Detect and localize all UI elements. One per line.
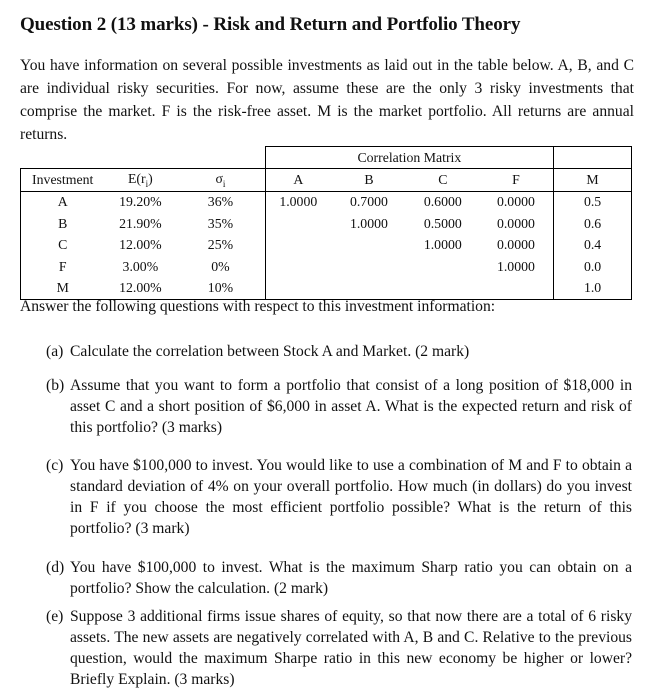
cell-investment: C (21, 235, 105, 256)
question-label: (d) (46, 559, 65, 576)
cell-investment: F (21, 256, 105, 277)
col-header-c: C (407, 169, 479, 191)
table-row (21, 277, 632, 299)
col-header-f: F (479, 169, 554, 191)
question-label: (c) (46, 457, 64, 474)
cell-corr-m: 1.0 (554, 277, 632, 299)
intro-paragraph: You have information on several possible investments as laid out in the table below. A, B, and C are individual risky securities. For now, assume these are the only 3 risky investments that comprise the market. F is the risk-free asset. M is the market portfolio. All returns are annual returns. (20, 57, 634, 143)
cell-corr-f: 0.0000 (479, 191, 554, 213)
cell-corr-b (331, 235, 407, 256)
investment-table (20, 146, 632, 300)
cell-sigma: 25% (207, 237, 234, 253)
cell-expected-return: 3.00% (122, 258, 159, 274)
table-row (21, 213, 632, 234)
cell-corr-a (265, 256, 331, 277)
col-header-a: A (265, 169, 331, 191)
correlation-matrix-title: Correlation Matrix (265, 147, 554, 169)
cell-corr-f: 1.0000 (479, 256, 554, 277)
question-label: (e) (46, 608, 64, 625)
question-text: Assume that you want to form a portfolio that consist of a long position of $18,000 in asset C and a short position of $6,000 in asset A. What is the expected return and risk of this portfolio? (3 marks) (70, 377, 632, 436)
cell-corr-a (265, 213, 331, 234)
question-a (46, 341, 632, 362)
cell-expected-return: 12.00% (119, 237, 162, 253)
question-b (46, 375, 632, 438)
cell-investment: B (21, 213, 105, 234)
cell-sigma: 10% (176, 277, 265, 299)
cell-corr-b (331, 256, 407, 277)
question-text: You have $100,000 to invest. You would like to use a combination of M and F to obtain a standard deviation of 4% on your overall portfolio. How much (in dollars) do you invest in F if you choose the most efficient portfolio possible? What is the return of this portfolio? (3 mark) (70, 457, 632, 537)
question-e (46, 606, 632, 690)
col-header-investment: Investment (21, 169, 105, 191)
cell-corr-c (407, 256, 479, 277)
cell-corr-c: 1.0000 (423, 237, 462, 253)
cell-investment: A (21, 191, 105, 213)
table-group-header-row (21, 147, 632, 169)
cell-sigma: 36% (207, 194, 234, 210)
question-c (46, 455, 632, 539)
cell-corr-b: 1.0000 (349, 215, 388, 231)
cell-corr-m: 0.6 (554, 213, 632, 234)
cell-corr-a (265, 235, 331, 256)
table-row (21, 256, 632, 277)
question-text: Suppose 3 additional firms issue shares of equity, so that now there are a total of 6 risky assets. The new assets are negatively correlated with A, B and C. Relative to the previous question, would the maximum Sharpe ratio in this new economy be higher or lower? Briefly Explain. (3 marks) (70, 608, 632, 688)
question-label: (a) (46, 343, 64, 360)
col-header-expected-return: $E(r_i)$ (104, 169, 176, 191)
cell-corr-m: 0.4 (554, 235, 632, 256)
col-header-sigma: $\sigma_i$ (176, 169, 265, 191)
cell-sigma: 35% (207, 215, 234, 231)
questions-lead-in: Answer the following questions with respect to this investment information: (20, 298, 496, 315)
cell-corr-a (265, 277, 331, 299)
cell-expected-return: 19.20% (119, 194, 162, 210)
question-text: You have $100,000 to invest. What is the maximum Sharp ratio you can obtain on a portfolio? Show the calculation. (2 mark) (70, 559, 632, 597)
col-header-b: B (331, 169, 407, 191)
cell-sigma: 0% (211, 258, 230, 274)
cell-corr-m: 0.0 (554, 256, 632, 277)
cell-expected-return: 21.90% (119, 215, 162, 231)
cell-corr-m: 0.5 (554, 191, 632, 213)
question-d (46, 557, 632, 599)
question-heading: Question 2 (13 marks) - Risk and Return and Portfolio Theory (20, 14, 521, 35)
cell-corr-c: 0.5000 (423, 215, 462, 231)
cell-investment: M (21, 277, 105, 299)
question-label: (b) (46, 377, 65, 394)
cell-corr-c (407, 277, 479, 299)
cell-corr-f (479, 277, 554, 299)
cell-corr-c: 0.6000 (423, 194, 462, 210)
cell-expected-return: 12.00% (104, 277, 176, 299)
question-text: Calculate the correlation between Stock A and Market. (2 mark) (70, 343, 470, 360)
table-header-row (21, 169, 632, 191)
cell-corr-b: 0.7000 (349, 194, 388, 210)
blank-header-cell (554, 147, 632, 169)
cell-corr-f: 0.0000 (479, 235, 554, 256)
table-row (21, 191, 632, 213)
cell-corr-a: 1.0000 (265, 191, 331, 213)
table-row (21, 235, 632, 256)
cell-corr-b (331, 277, 407, 299)
cell-corr-f: 0.0000 (479, 213, 554, 234)
col-header-m: M (554, 169, 632, 191)
